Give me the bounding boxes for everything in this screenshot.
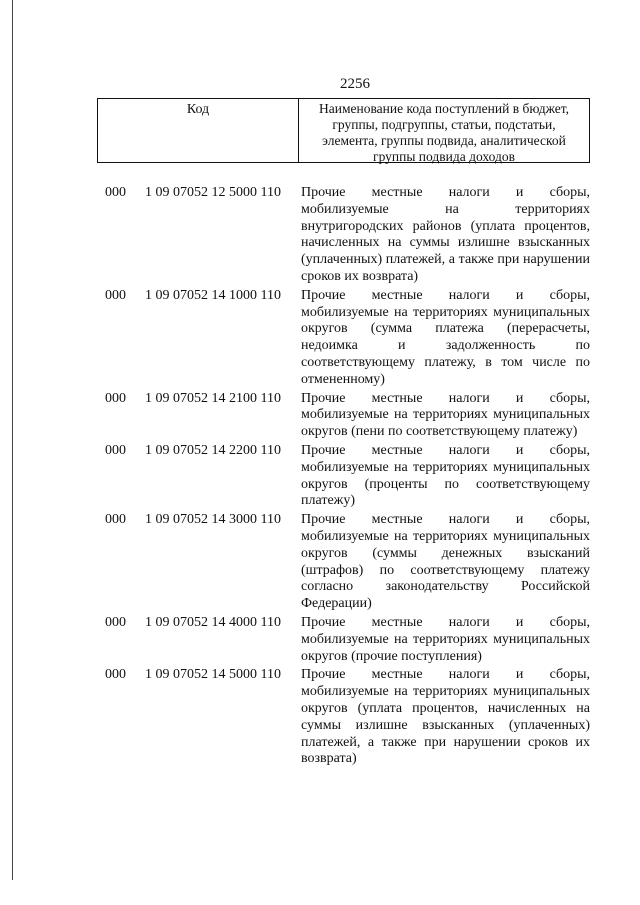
header-name: Наименование кода поступлений в бюджет, группы, подгруппы, статьи, подстатьи, элемента, группы подвида, аналитической группы подвида доходов bbox=[318, 101, 569, 164]
admin-code: 000 bbox=[105, 185, 126, 200]
admin-code: 000 bbox=[105, 442, 126, 458]
table-body bbox=[97, 185, 590, 770]
code-description: Прочие местные налоги и сборы, мобилизуемые на территориях муниципальных округов (прочие поступления) bbox=[301, 614, 590, 664]
budget-code: 1 09 07052 14 3000 110 bbox=[145, 512, 281, 528]
page-left-border bbox=[12, 0, 13, 880]
code-description: Прочие местные налоги и сборы, мобилизуемые на территориях муниципальных округов (сумма платежа (перерасчеты, недоимка и задолженность по соответствующему платежу, в том числе по отмененному) bbox=[301, 287, 590, 387]
table-row bbox=[97, 443, 590, 510]
table-row bbox=[97, 512, 590, 613]
admin-code: 000 bbox=[105, 390, 126, 406]
page-number: 2256 bbox=[340, 76, 370, 92]
budget-code: 1 09 07052 14 5000 110 bbox=[145, 667, 281, 683]
table-row bbox=[97, 391, 590, 441]
code-description: Прочие местные налоги и сборы, мобилизуемые на территориях внутригородских районов (уплата процентов, начисленных на суммы излишне взысканных (уплаченных) платежей, а также при нарушении сроков их возврата) bbox=[301, 185, 590, 284]
table-row bbox=[97, 667, 590, 768]
table-row bbox=[97, 288, 590, 389]
budget-code: 1 09 07052 14 4000 110 bbox=[145, 614, 281, 630]
budget-code: 1 09 07052 14 2100 110 bbox=[145, 390, 281, 406]
budget-code: 1 09 07052 14 2200 110 bbox=[145, 442, 281, 458]
budget-code: 1 09 07052 12 5000 110 bbox=[145, 185, 281, 200]
budget-code: 1 09 07052 14 1000 110 bbox=[145, 287, 281, 303]
table-row bbox=[97, 615, 590, 665]
header-code: Код bbox=[98, 99, 299, 162]
code-description: Прочие местные налоги и сборы, мобилизуемые на территориях муниципальных округов (суммы денежных взысканий (штрафов) по соответствующему платежу согласно законодательству Российской Федерации) bbox=[301, 512, 590, 612]
admin-code: 000 bbox=[105, 512, 126, 528]
code-description: Прочие местные налоги и сборы, мобилизуемые на территориях муниципальных округов (проценты по соответствующему платежу) bbox=[301, 442, 590, 509]
admin-code: 000 bbox=[105, 667, 126, 683]
table-row bbox=[97, 185, 590, 286]
code-description: Прочие местные налоги и сборы, мобилизуемые на территориях муниципальных округов (уплата процентов, начисленных на суммы излишне взысканных (уплаченных) платежей, а также при нарушении сроков их возврата) bbox=[301, 667, 590, 767]
code-description: Прочие местные налоги и сборы, мобилизуемые на территориях муниципальных округов (пени по соответствующему платежу) bbox=[301, 390, 590, 440]
table-header bbox=[97, 98, 590, 163]
admin-code: 000 bbox=[105, 287, 126, 303]
admin-code: 000 bbox=[105, 614, 126, 630]
